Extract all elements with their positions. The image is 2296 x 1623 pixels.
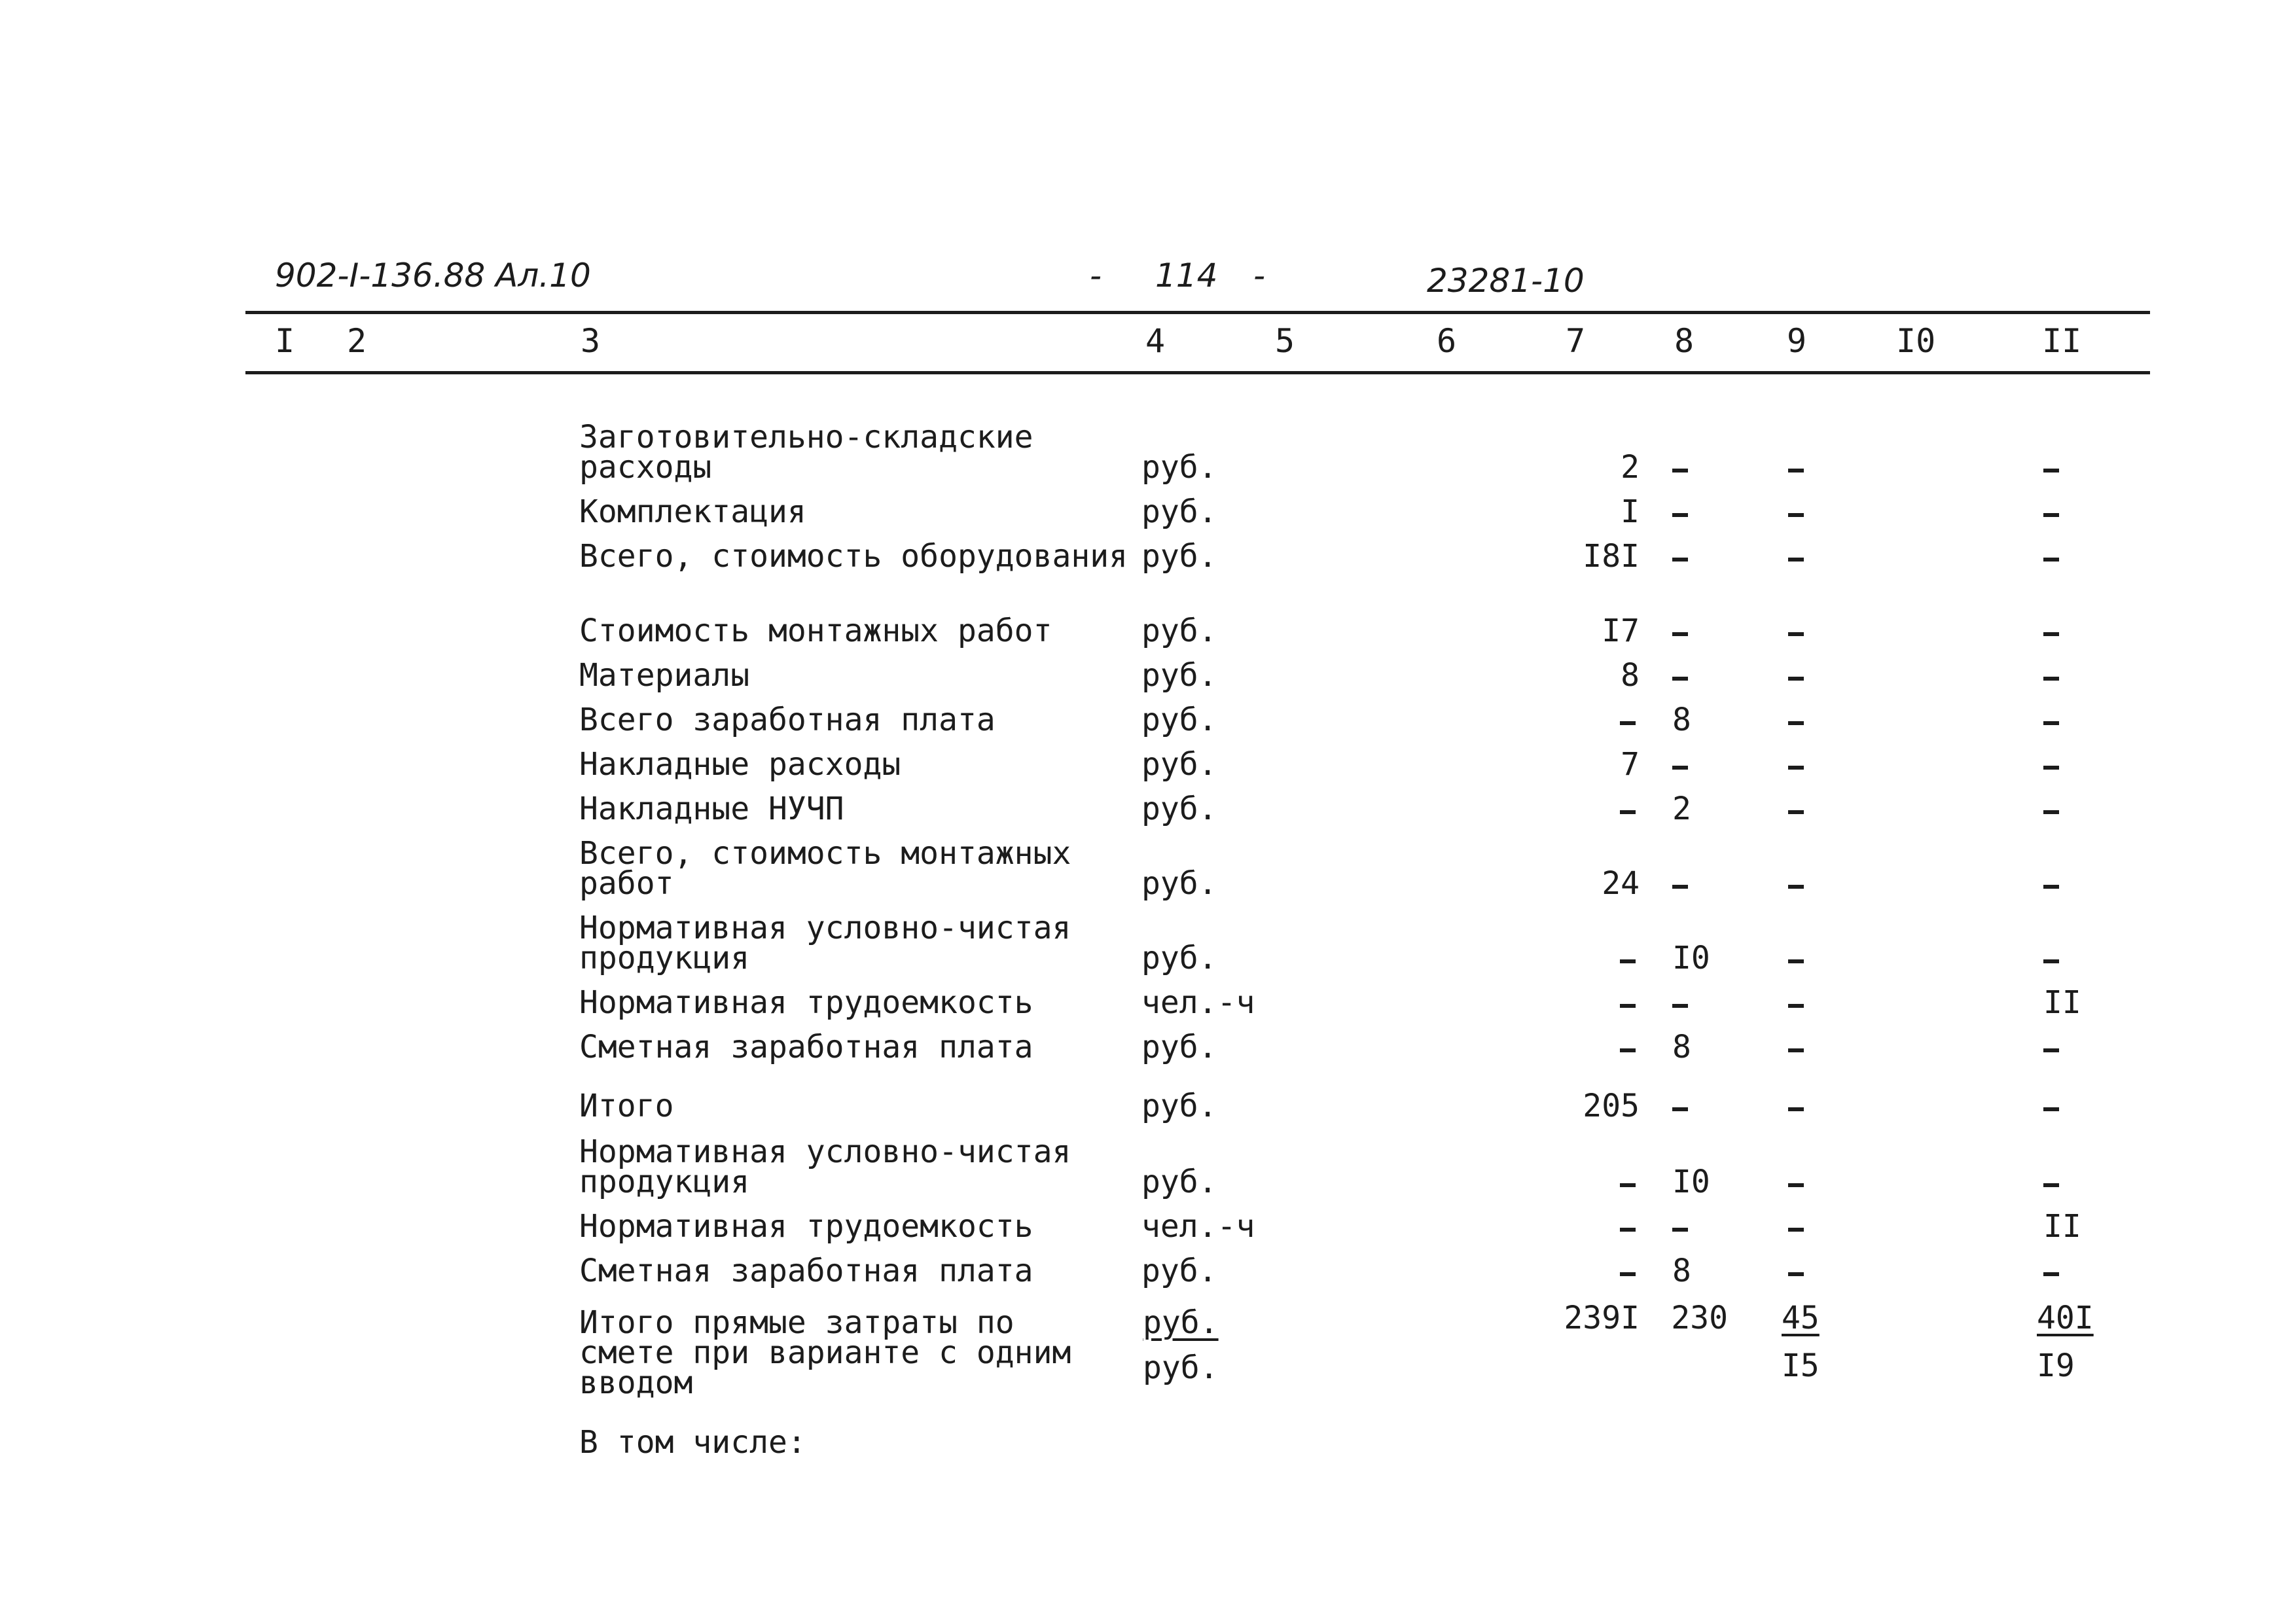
dash-mark bbox=[1620, 721, 1636, 725]
col-8-value: 2 bbox=[1672, 791, 1691, 827]
row-label: Всего заработная плата bbox=[579, 702, 996, 738]
col-3: 3 bbox=[581, 322, 601, 360]
document-code: 902-I-136.88 Ал.10 bbox=[275, 257, 591, 294]
row-label: Нормативная трудоемкость bbox=[579, 1208, 1033, 1245]
row-unit: чел.-ч bbox=[1141, 984, 1255, 1021]
dash-mark bbox=[1788, 885, 1804, 889]
dash-mark bbox=[1672, 677, 1688, 681]
row-unit: руб. bbox=[1141, 1164, 1217, 1200]
dash-mark bbox=[1788, 1107, 1804, 1111]
col-11: II bbox=[2042, 322, 2082, 360]
row-label: продукция bbox=[579, 940, 750, 976]
dash-mark bbox=[2043, 1272, 2059, 1276]
col-8: 8 bbox=[1674, 322, 1695, 360]
row-unit: руб. bbox=[1141, 1253, 1217, 1289]
row-label: Накладные НУЧП bbox=[579, 791, 844, 827]
row-label: Стоимость монтажных работ bbox=[579, 613, 1052, 649]
dash-mark bbox=[1672, 766, 1688, 770]
dash-mark bbox=[1620, 1004, 1636, 1008]
dash-mark bbox=[1620, 959, 1636, 963]
archive-number: 23281-10 bbox=[1427, 262, 1585, 300]
col-8-value: I0 bbox=[1672, 1164, 1710, 1200]
total-col-7: 239I bbox=[1564, 1300, 1640, 1336]
row-unit: руб. bbox=[1141, 702, 1217, 738]
total-label-line-2: смете при варианте с одним bbox=[579, 1334, 1071, 1371]
dash-mark bbox=[2043, 885, 2059, 889]
row-label: Нормативная условно-чистая bbox=[579, 910, 1071, 946]
col-11-value: II bbox=[2043, 984, 2081, 1021]
header-top-rule bbox=[245, 311, 2150, 314]
row-label: Материалы bbox=[579, 657, 750, 694]
dash-mark bbox=[1620, 810, 1636, 814]
col-8-value: I0 bbox=[1672, 940, 1710, 976]
dash-mark bbox=[2043, 558, 2059, 562]
row-label: Накладные расходы bbox=[579, 746, 901, 783]
total-label-line-3: вводом bbox=[579, 1364, 693, 1401]
row-label: Сметная заработная плата bbox=[579, 1253, 1033, 1289]
row-label: Сметная заработная плата bbox=[579, 1029, 1033, 1065]
dash-mark bbox=[1788, 721, 1804, 725]
dash-mark bbox=[2043, 766, 2059, 770]
row-unit: руб. bbox=[1141, 1088, 1217, 1124]
page-dash-right: - bbox=[1253, 257, 1266, 294]
row-label: Всего, стоимость оборудования bbox=[579, 538, 1128, 575]
dash-mark bbox=[1788, 1272, 1804, 1276]
col-7-value: 205 bbox=[1583, 1088, 1640, 1124]
header-bottom-rule bbox=[245, 371, 2150, 374]
col-2: 2 bbox=[347, 322, 367, 360]
col-8-value: 8 bbox=[1672, 1253, 1691, 1289]
dash-mark bbox=[1620, 1048, 1636, 1052]
dash-mark bbox=[1788, 1004, 1804, 1008]
col-6: 6 bbox=[1437, 322, 1457, 360]
row-label: Итого bbox=[579, 1088, 674, 1124]
dash-mark bbox=[1788, 632, 1804, 636]
total-label-line-1: Итого прямые затраты по bbox=[579, 1304, 1014, 1341]
dash-mark bbox=[1788, 1183, 1804, 1187]
dash-mark bbox=[1672, 632, 1688, 636]
col-1: I bbox=[275, 322, 295, 360]
row-unit: руб. bbox=[1141, 613, 1217, 649]
row-label: Нормативная трудоемкость bbox=[579, 984, 1033, 1021]
dash-mark bbox=[2043, 810, 2059, 814]
dash-mark bbox=[2043, 1107, 2059, 1111]
dash-mark bbox=[1672, 1004, 1688, 1008]
col-10: I0 bbox=[1896, 322, 1936, 360]
dash-mark bbox=[1672, 513, 1688, 517]
row-label: Комплектация bbox=[579, 493, 806, 530]
row-label: работ bbox=[579, 865, 674, 902]
col-4: 4 bbox=[1145, 322, 1166, 360]
row-unit: руб. bbox=[1141, 538, 1217, 575]
row-unit: руб. bbox=[1141, 493, 1217, 530]
col-7-value: I7 bbox=[1602, 613, 1640, 649]
dash-mark bbox=[1788, 1048, 1804, 1052]
dash-mark bbox=[2043, 1183, 2059, 1187]
col-7-value: 24 bbox=[1602, 865, 1640, 902]
row-unit: руб. bbox=[1141, 940, 1217, 976]
dash-mark bbox=[1672, 1107, 1688, 1111]
col-7-value: I8I bbox=[1583, 538, 1640, 575]
dash-mark bbox=[2043, 959, 2059, 963]
including-label: В том числе: bbox=[579, 1424, 806, 1461]
col-7: 7 bbox=[1566, 322, 1586, 360]
row-unit: руб. bbox=[1141, 1029, 1217, 1065]
dash-mark bbox=[2043, 1048, 2059, 1052]
row-unit: чел.-ч bbox=[1141, 1208, 1255, 1245]
col-9: 9 bbox=[1787, 322, 1807, 360]
row-label: Всего, стоимость монтажных bbox=[579, 835, 1071, 872]
dash-mark bbox=[1788, 959, 1804, 963]
col-7-value: 7 bbox=[1621, 746, 1640, 783]
dash-mark bbox=[1672, 558, 1688, 562]
dash-mark bbox=[1620, 1183, 1636, 1187]
page-dash-left: - bbox=[1090, 257, 1102, 294]
dash-mark bbox=[1788, 558, 1804, 562]
total-col-9-top: 45 bbox=[1782, 1300, 1820, 1336]
row-unit: руб. bbox=[1141, 657, 1217, 694]
row-unit: руб. bbox=[1141, 791, 1217, 827]
dash-mark bbox=[1788, 766, 1804, 770]
row-unit: руб. bbox=[1141, 449, 1217, 486]
total-col-11-bottom: I9 bbox=[2037, 1347, 2075, 1384]
total-col-9-bottom: I5 bbox=[1782, 1347, 1820, 1384]
dash-mark bbox=[2043, 632, 2059, 636]
col-11-value: II bbox=[2043, 1208, 2081, 1245]
row-unit: руб. bbox=[1141, 746, 1217, 783]
row-label: расходы bbox=[579, 449, 712, 486]
col-5: 5 bbox=[1275, 322, 1295, 360]
row-label: продукция bbox=[579, 1164, 750, 1200]
page-number: 114 bbox=[1155, 257, 1218, 294]
dash-mark bbox=[1788, 810, 1804, 814]
row-label: Нормативная условно-чистая bbox=[579, 1133, 1071, 1170]
dash-mark bbox=[1788, 469, 1804, 473]
dash-mark bbox=[2043, 513, 2059, 517]
dash-mark bbox=[1620, 1228, 1636, 1232]
col-8-value: 8 bbox=[1672, 1029, 1691, 1065]
total-col-8: 230 bbox=[1671, 1300, 1728, 1336]
dash-mark bbox=[1788, 677, 1804, 681]
row-label: Заготовительно-складские bbox=[579, 419, 1033, 455]
total-unit-bottom: руб. bbox=[1143, 1349, 1219, 1386]
dash-mark bbox=[1788, 1228, 1804, 1232]
col-8-value: 8 bbox=[1672, 702, 1691, 738]
col-7-value: 8 bbox=[1621, 657, 1640, 694]
col-7-value: I bbox=[1621, 493, 1640, 530]
dash-mark bbox=[2043, 469, 2059, 473]
dash-mark bbox=[1788, 513, 1804, 517]
dash-mark bbox=[1672, 885, 1688, 889]
total-unit-top: руб. bbox=[1143, 1304, 1219, 1341]
dash-mark bbox=[2043, 677, 2059, 681]
dash-mark bbox=[2043, 721, 2059, 725]
row-unit: руб. bbox=[1141, 865, 1217, 902]
total-col-11-top: 40I bbox=[2037, 1300, 2094, 1336]
dash-mark bbox=[1620, 1272, 1636, 1276]
dash-mark bbox=[1672, 1228, 1688, 1232]
col-7-value: 2 bbox=[1621, 449, 1640, 486]
dash-mark bbox=[1672, 469, 1688, 473]
